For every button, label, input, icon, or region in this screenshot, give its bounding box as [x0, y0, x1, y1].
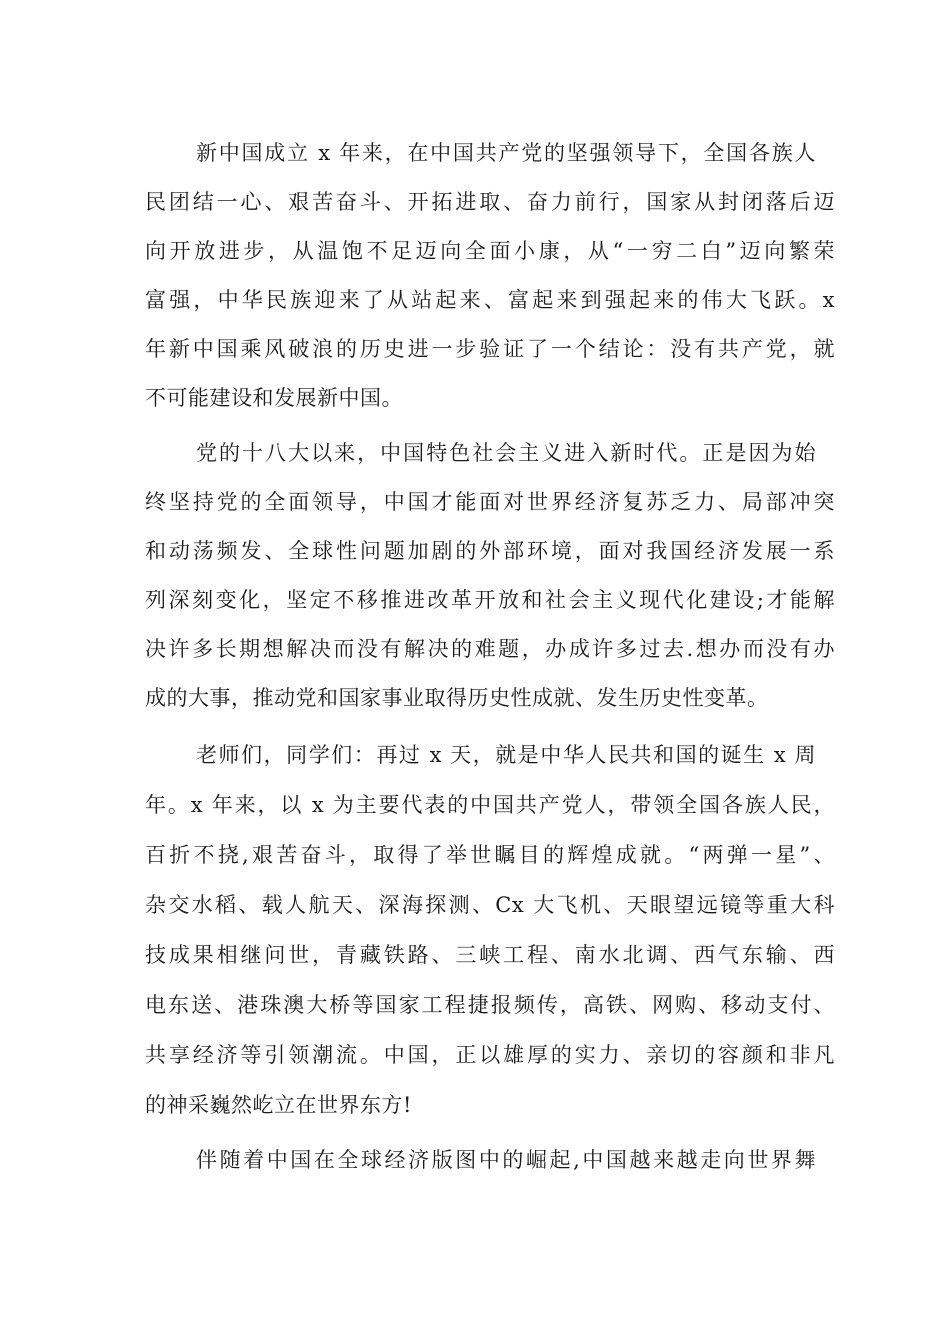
paragraph-1-line-5: 年新中国乘风破浪的历史进一步验证了一个结论：没有共产党，就 [145, 337, 835, 361]
paragraph-2-line-4: 列深刻变化，坚定不移推进改革开放和社会主义现代化建设;才能解 [145, 588, 835, 612]
paragraph-3-line-7: 共享经济等引领潮流。中国，正以雄厚的实力、亲切的容颜和非凡 [145, 1043, 835, 1067]
paragraph-3-line-5: 技成果相继问世，青藏铁路、三峡工程、南水北调、西气东输、西 [145, 943, 835, 967]
paragraph-2-line-1: 党的十八大以来，中国特色社会主义进入新时代。正是因为始 [196, 441, 816, 465]
paragraph-2-line-2: 终坚持党的全面领导，中国才能面对世界经济复苏乏力、局部冲突 [145, 490, 835, 514]
paragraph-2-line-5: 决许多长期想解决而没有解决的难题，办成许多过去.想办而没有办 [145, 637, 835, 661]
paragraph-3-line-8: 的神采巍然屹立在世界东方! [145, 1093, 412, 1117]
paragraph-2-line-3: 和动荡频发、全球性问题加剧的外部环境，面对我国经济发展一系 [145, 539, 835, 563]
paragraph-1-line-3: 向开放进步，从温饱不足迈向全面小康，从“一穷二白”迈向繁荣 [145, 239, 835, 263]
paragraph-1-line-6: 不可能建设和发展新中国。 [145, 386, 403, 410]
paragraph-1-line-2: 民团结一心、艰苦奋斗、开拓进取、奋力前行，国家从封闭落后迈 [145, 190, 835, 214]
paragraph-1-line-4: 富强，中华民族迎来了从站起来、富起来到强起来的伟大飞跃。x [145, 288, 835, 312]
paragraph-3-line-2: 年。x 年来，以 x 为主要代表的中国共产党人，带领全国各族人民， [145, 793, 835, 817]
paragraph-2-line-6: 成的大事，推动党和国家事业取得历史性成就、发生历史性变革。 [145, 686, 769, 710]
paragraph-3-line-1: 老师们，同学们：再过 x 天，就是中华人民共和国的诞生 x 周 [196, 743, 816, 767]
paragraph-3-line-6: 电东送、港珠澳大桥等国家工程捷报频传，高铁、网购、移动支付、 [145, 993, 835, 1017]
paragraph-4-line-1: 伴随着中国在全球经济版图中的崛起,中国越来越走向世界舞 [196, 1148, 816, 1172]
paragraph-3-line-3: 百折不挠,艰苦奋斗，取得了举世瞩目的辉煌成就。“两弹一星”、 [145, 843, 835, 867]
paragraph-1-line-1: 新中国成立 x 年来，在中国共产党的坚强领导下，全国各族人 [196, 141, 816, 165]
paragraph-3-line-4: 杂交水稻、载人航天、深海探测、Cx 大飞机、天眼望远镜等重大科 [145, 893, 835, 917]
